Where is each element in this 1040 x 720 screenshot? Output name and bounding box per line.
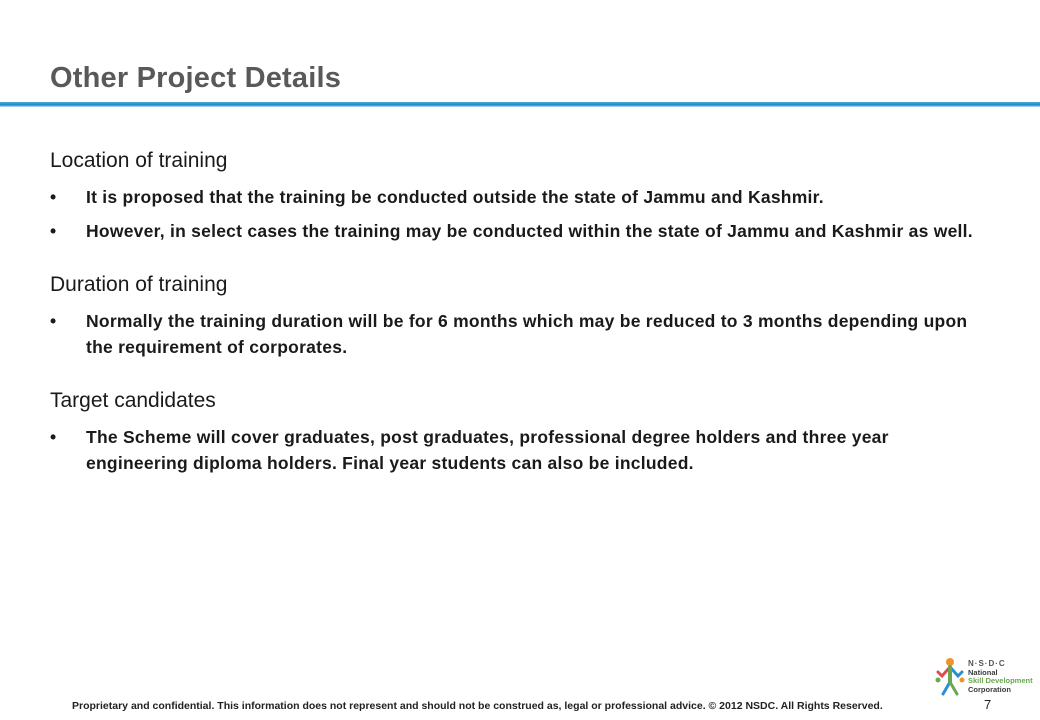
- title-underline: [0, 102, 1040, 107]
- bullet-item: [50, 308, 990, 360]
- logo-line-skill: Skill Development: [968, 676, 1033, 685]
- logo-line-national: National: [968, 667, 998, 677]
- page-title: Other Project Details: [50, 62, 342, 94]
- section-heading: Target candidates: [50, 389, 216, 412]
- bullet-item: [50, 424, 990, 476]
- slide-content: [50, 148, 990, 484]
- bullet-item: [50, 218, 990, 244]
- bullet-icon: •: [50, 221, 57, 241]
- section-target: [50, 388, 990, 476]
- footer-disclaimer: Proprietary and confidential. This information does not represent and should not be construed as, legal or professional advice. © 2012 NSDC. All Rights Reserved.: [72, 700, 883, 712]
- people-figure-icon: [932, 656, 968, 700]
- bullet-item: [50, 184, 990, 210]
- section-duration: [50, 272, 990, 360]
- logo-acronym: N·S·D·C: [968, 659, 1006, 668]
- section-heading: Duration of training: [50, 273, 228, 296]
- bullet-text: The Scheme will cover graduates, post graduates, professional degree holders and three year engineering diploma holders. Final year students can also be included.: [86, 427, 889, 473]
- bullet-text: It is proposed that the training be conducted outside the state of Jammu and Kashmir.: [86, 187, 824, 207]
- bullet-icon: •: [50, 187, 57, 207]
- logo-line-corporation: Corporation: [968, 684, 1011, 694]
- bullet-text: Normally the training duration will be for 6 months which may be reduced to 3 months depending upon the requirement of corporates.: [86, 311, 968, 357]
- bullet-list: [50, 308, 990, 360]
- bullet-list: [50, 424, 990, 476]
- page-number: 7: [984, 697, 992, 712]
- bullet-icon: •: [50, 311, 57, 331]
- logo-wordmark: [968, 660, 1033, 694]
- bullet-list: [50, 184, 990, 244]
- section-location: [50, 148, 990, 244]
- bullet-icon: •: [50, 427, 57, 447]
- section-heading: Location of training: [50, 149, 228, 172]
- bullet-text: However, in select cases the training may be conducted within the state of Jammu and Kashmir as well.: [86, 221, 973, 241]
